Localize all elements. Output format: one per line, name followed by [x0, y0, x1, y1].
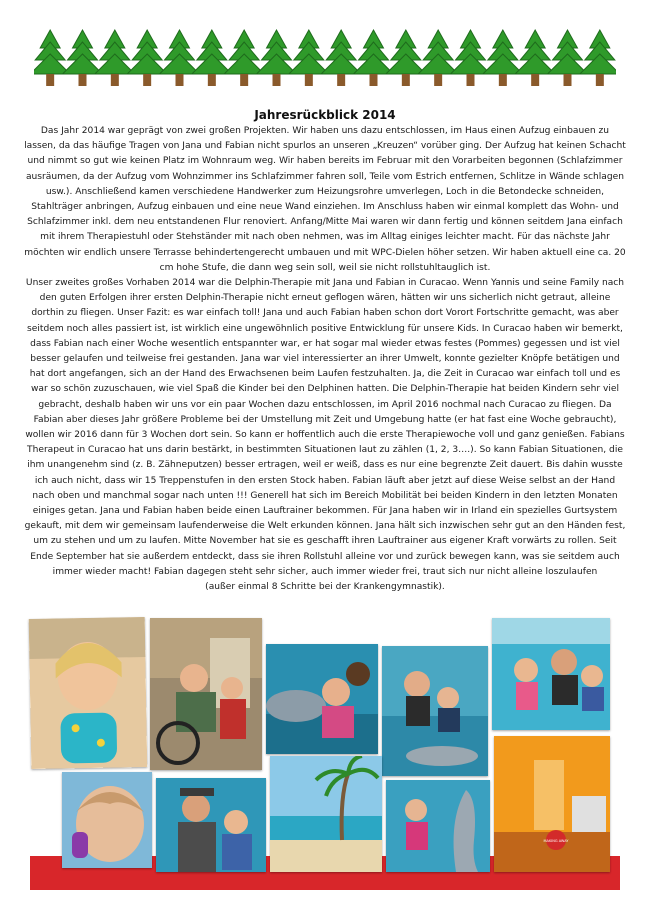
bedroom-sign: MAKING AWAY — [543, 839, 569, 843]
christmas-tree-icon — [354, 30, 394, 86]
photo-girl-swimsuit — [29, 617, 148, 769]
christmas-tree-icon — [386, 30, 426, 86]
christmas-tree-icon — [34, 30, 70, 86]
christmas-tree-icon — [224, 30, 264, 86]
photo-collage — [30, 618, 620, 890]
photo-wheelchair-kids — [150, 618, 262, 770]
christmas-tree-icon — [192, 30, 232, 86]
christmas-tree-icon — [289, 30, 329, 86]
christmas-tree-icon — [63, 30, 103, 86]
paragraph-closing: (außer einmal 8 Schritte bei der Krankengymnastik). — [205, 582, 445, 593]
christmas-tree-icon — [127, 30, 167, 86]
christmas-tree-icon — [515, 30, 555, 86]
photo-bedroom — [494, 736, 610, 872]
christmas-tree-icon — [321, 30, 361, 86]
photo-girl-and-dolphin — [386, 780, 490, 872]
photo-father-and-son — [156, 778, 266, 872]
christmas-tree-icon — [160, 30, 200, 86]
paragraph-delphin-therapie: Unser zweites großes Vorhaben 2014 war die Delphin-Therapie mit Jana und Fabian in Curacao. Wenn Yannis und seine Family nach den guten Erfolgen ihrer ersten Delphin-Therapie nicht erneut geflogen wären, hätten wir uns sicherlich nicht getraut, alleine dorthin zu fliegen. Unser Fazit: es war einfach toll! Jana und auch Fabian haben schon dort Vorort Fortschritte gemacht, was aber seitdem noch alles passiert ist, ist wirklich eine ungewöhnlich positive Entwicklung für unsere Kids. In Curacao haben wir bemerkt, dass Fabian nach einer Woche wesentlich entspannter war, er hat sogar mal wieder etwas festes (Pommes) gegessen und ist viel besser gelaufen und teilweise frei gestanden. Jana war viel interessierter an ihrer Umwelt, konnte gezielter Knöpfe betätigen und hat dort angefangen, sich an der Hand des Erwachsenen beim Laufen festzuhalten. Ja, die Zeit in Curacao war einfach toll und es war so schön zuzuschauen, wie viel Spaß die Kinder bei den Delphinen hatten. Die Delphin-Therapie hat beiden Kindern sehr viel gebracht, deshalb haben wir uns vor ein paar Wochen dazu entschlossen, im April 2016 nochmal nach Curacao zu fliegen. Da Fabian aber dieses Jahr größere Probleme bei der Umstellung mit Zeit und Umgebung hatte (er hat fast eine Woche gebraucht), wollen wir 2016 dann für 3 Wochen dort sein. So kann er hoffentlich auch die erste Therapiewoche voll und ganz genießen. Fabians Therapeut in Curacao hat uns darin bestärkt, in bestimmten Situationen laut zu zählen (1, 2, 3….). So kann Fabian Situationen, die ihm unangenehm sind (z. B. Zähneputzen) besser ertragen, weil er weiß, dass es nur eine begrenzte Zeit dauert. Bis dahin wusste ich auch nicht, dass wir 15 Treppenstufen in den ersten Stock haben. Fabian läuft aber jetzt auf diese Weise selbst an der Hand nach oben und manchmal sogar nach unten !!! Generell hat sich im Bereich Mobilität bei beiden Kindern in den letzten Monaten einiges getan. Jana und Fabian haben beide einen Lauftrainer bekommen. Für Jana haben wir in Irland ein spezielles Gurtsystem gekauft, mit dem wir gemeinsam laufenderweise die Welt erkunden können. Jana hält sich inzwischen sehr gut an den Händen fest, um zu stehen und um zu laufen. Mitte November hat sie es geschafft ihren Lauftrainer aus eigener Kraft vorwärts zu rollen. Seit Ende September hat sie außerdem entdeckt, dass sie ihren Rollstuhl alleine vor und zurück bewegen kann, was sie seitdem auch immer wieder macht! Fabian dagegen steht sehr sicher, auch immer wieder frei, traut sich nur nicht alleine loszulaufen — [24, 278, 626, 577]
photo-boy-haircut — [62, 772, 152, 868]
christmas-tree-border — [34, 26, 616, 92]
christmas-tree-icon — [257, 30, 297, 86]
page-title: Jahresrückblick 2014 — [254, 108, 396, 122]
paragraph-aufzug: Das Jahr 2014 war geprägt von zwei großen Projekten. Wir haben uns dazu entschlossen, im Haus einen Aufzug einbauen zu lassen, da das häufige Tragen von Jana und Fabian nicht spurlos an unseren „Kreuzen“ vorüber ging. Der Aufzug hat keinen Schacht und nimmt so gut wie keinen Platz im Wohnraum weg. Wir haben bereits im Februar mit den Vorarbeiten begonnen (Schlafzimmer ausräumen, da der Aufzug vom Wohnzimmer ins Schlafzimmer fahren soll, Teile vom Estrich entfernen, Schlitze in Wände schlagen usw.). Anschließend kamen verschiedene Handwerker zum Heizungsrohre umverlegen, Loch in die Betondecke schneiden, Stahlträger anbringen, Aufzug einbauen und eine neue Wand einziehen. Im Anschluss haben wir einmal komplett das Wohn- und Schlafzimmer inkl. dem neu entstandenen Flur renoviert. Anfang/Mitte Mai waren wir dann fertig und können seitdem Jana einfach mit ihrem Therapiestuhl oder Stehständer mit nach oben nehmen, was im Alltag einiges leichter macht. Für das nächste Jahr möchten wir endlich unsere Terrasse behindertengerecht umbauen und mit WPC-Dielen höher setzen. Wir haben aktuell eine ca. 20 cm hohe Stufe, die dann weg sein soll, weil sie nicht rollstuhltauglich ist. — [24, 126, 626, 273]
body-text — [24, 124, 626, 595]
christmas-tree-icon — [95, 30, 135, 86]
christmas-tree-icon — [580, 30, 616, 86]
christmas-tree-icon — [548, 30, 588, 86]
photo-family-poolside — [492, 618, 610, 730]
christmas-tree-icon — [418, 30, 458, 86]
christmas-tree-icon — [451, 30, 491, 86]
photo-boy-with-dolphin — [266, 644, 378, 754]
christmas-tree-icon — [483, 30, 523, 86]
photo-family-in-water — [382, 646, 488, 776]
photo-beach-palm — [270, 756, 382, 872]
